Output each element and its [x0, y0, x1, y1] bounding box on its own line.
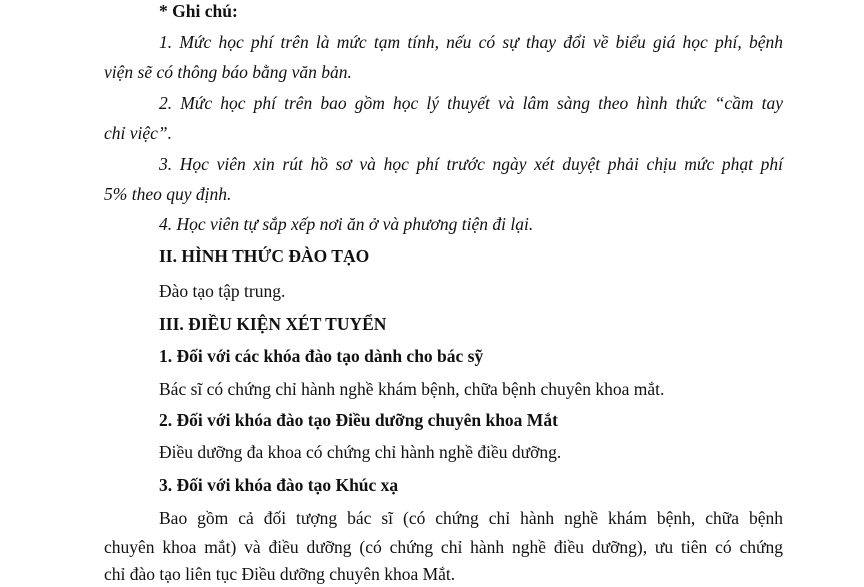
note-1-line-2: viện sẽ có thông báo bằng văn bản.	[104, 62, 352, 82]
note-1-line-1: 1. Mức học phí trên là mức tạm tính, nếu có sự thay đổi về biểu giá học phí, bệnh	[159, 32, 783, 52]
note-3-line-1: 3. Học viên xin rút hồ sơ và học phí trước ngày xét duyệt phải chịu mức phạt phí	[159, 154, 783, 174]
sub-1-text: Bác sĩ có chứng chỉ hành nghề khám bệnh, chữa bệnh chuyên khoa mắt.	[159, 379, 665, 399]
section-2-heading: II. HÌNH THỨC ĐÀO TẠO	[159, 246, 370, 266]
sub-3-line-3: chỉ đào tạo liên tục Điều dưỡng chuyên khoa Mắt.	[104, 564, 456, 584]
section-3-heading: III. ĐIỀU KIỆN XÉT TUYỂN	[159, 314, 387, 334]
notes-heading: * Ghi chú:	[159, 1, 238, 21]
sub-2-text: Điều dưỡng đa khoa có chứng chỉ hành nghề điều dưỡng.	[159, 442, 562, 462]
note-4: 4. Học viên tự sắp xếp nơi ăn ở và phương tiện đi lại.	[159, 214, 534, 234]
sub-2-heading: 2. Đối với khóa đào tạo Điều dưỡng chuyên khoa Mắt	[159, 410, 558, 430]
sub-1-heading: 1. Đối với các khóa đào tạo dành cho bác sỹ	[159, 346, 484, 366]
note-3-line-2: 5% theo quy định.	[104, 184, 232, 204]
sub-3-heading: 3. Đối với khóa đào tạo Khúc xạ	[159, 475, 399, 495]
sub-3-line-1: Bao gồm cả đối tượng bác sĩ (có chứng chỉ hành nghề khám bệnh, chữa bệnh	[159, 508, 783, 528]
note-2-line-1: 2. Mức học phí trên bao gồm học lý thuyết và lâm sàng theo hình thức “cầm tay	[159, 93, 783, 113]
sub-3-line-2: chuyên khoa mắt) và điều dưỡng (có chứng chỉ hành nghề điều dưỡng), ưu tiên có chứng	[104, 537, 783, 557]
section-2-text: Đào tạo tập trung.	[159, 281, 286, 301]
note-2-line-2: chỉ việc”.	[104, 123, 173, 143]
